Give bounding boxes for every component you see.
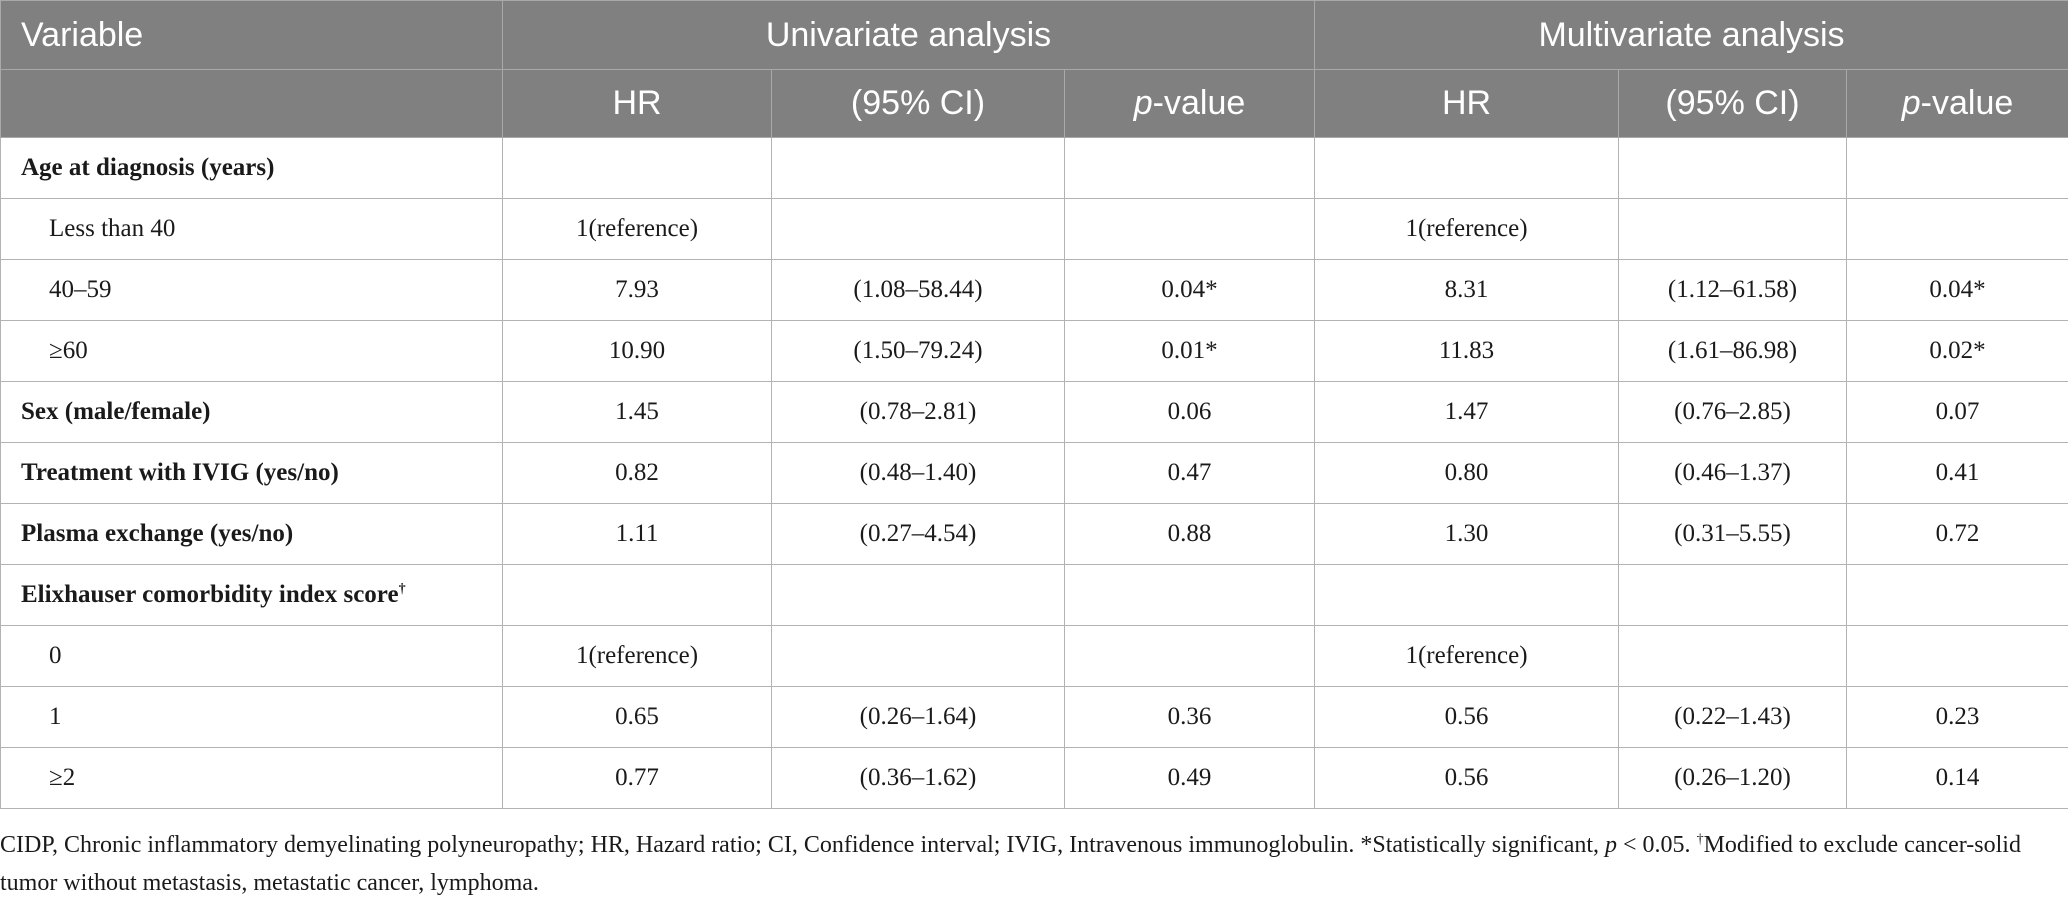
cell-univariate-hr: 0.77	[503, 748, 772, 809]
cell-univariate-p: 0.49	[1065, 748, 1315, 809]
cell-univariate-ci	[772, 138, 1065, 199]
cell-multivariate-hr: 1.47	[1315, 382, 1619, 443]
cell-multivariate-hr: 1.30	[1315, 504, 1619, 565]
header-multivariate: Multivariate analysis	[1315, 1, 2068, 70]
table-header	[1, 1, 2068, 138]
cell-univariate-hr: 0.65	[503, 687, 772, 748]
table-row	[1, 504, 2068, 565]
cell-multivariate-hr: 1(reference)	[1315, 199, 1619, 260]
cell-multivariate-p	[1847, 565, 2068, 626]
table-row	[1, 443, 2068, 504]
cell-variable	[1, 260, 503, 321]
cell-univariate-ci: (0.36–1.62)	[772, 748, 1065, 809]
cell-univariate-hr: 10.90	[503, 321, 772, 382]
cell-multivariate-hr	[1315, 565, 1619, 626]
cell-multivariate-ci: (0.22–1.43)	[1619, 687, 1847, 748]
header-multivariate-ci: (95% CI)	[1619, 70, 1847, 138]
cell-univariate-hr: 0.82	[503, 443, 772, 504]
footnote-text-3: Modified to exclude cancer-solid tumor without metastasis, metastatic cancer, lymphoma.	[0, 832, 2021, 896]
cell-univariate-p	[1065, 138, 1315, 199]
cell-univariate-hr	[503, 138, 772, 199]
cell-multivariate-ci: (0.26–1.20)	[1619, 748, 1847, 809]
cell-univariate-hr: 1(reference)	[503, 626, 772, 687]
cell-variable	[1, 565, 503, 626]
header-univariate-p	[1065, 70, 1315, 138]
cell-variable	[1, 748, 503, 809]
variable-label: Sex (male/female)	[21, 398, 211, 425]
cell-multivariate-hr: 0.80	[1315, 443, 1619, 504]
variable-label: Age at diagnosis (years)	[21, 154, 275, 181]
table-row	[1, 260, 2068, 321]
cell-multivariate-p: 0.07	[1847, 382, 2068, 443]
table-row	[1, 138, 2068, 199]
cell-variable	[1, 321, 503, 382]
cell-univariate-ci: (1.50–79.24)	[772, 321, 1065, 382]
cell-univariate-hr: 1.45	[503, 382, 772, 443]
cell-variable	[1, 443, 503, 504]
header-row-groups	[1, 1, 2068, 70]
cell-univariate-hr	[503, 565, 772, 626]
cell-multivariate-p: 0.02*	[1847, 321, 2068, 382]
cell-univariate-p	[1065, 565, 1315, 626]
cell-multivariate-p	[1847, 138, 2068, 199]
cell-univariate-p: 0.47	[1065, 443, 1315, 504]
cell-multivariate-ci: (0.31–5.55)	[1619, 504, 1847, 565]
cell-multivariate-ci	[1619, 626, 1847, 687]
cell-univariate-ci: (0.26–1.64)	[772, 687, 1065, 748]
variable-label: 1	[49, 703, 62, 730]
cell-univariate-p: 0.06	[1065, 382, 1315, 443]
cell-multivariate-p: 0.04*	[1847, 260, 2068, 321]
cell-multivariate-ci: (1.12–61.58)	[1619, 260, 1847, 321]
header-row-columns	[1, 70, 2068, 138]
p-suffix: -value	[1152, 84, 1246, 122]
cell-variable	[1, 504, 503, 565]
cell-univariate-hr: 1(reference)	[503, 199, 772, 260]
variable-label: Treatment with IVIG (yes/no)	[21, 459, 339, 486]
cell-variable	[1, 382, 503, 443]
table-row	[1, 687, 2068, 748]
p-italic: p	[1133, 84, 1153, 122]
cell-multivariate-hr: 0.56	[1315, 687, 1619, 748]
p-suffix: -value	[1920, 84, 2014, 122]
cell-multivariate-ci	[1619, 565, 1847, 626]
cell-variable	[1, 687, 503, 748]
cell-univariate-ci: (0.27–4.54)	[772, 504, 1065, 565]
cell-multivariate-p: 0.14	[1847, 748, 2068, 809]
variable-label: ≥2	[49, 764, 76, 791]
footnote-p-italic: p	[1605, 832, 1618, 858]
cell-univariate-ci: (0.78–2.81)	[772, 382, 1065, 443]
header-blank	[1, 70, 503, 138]
variable-label: Elixhauser comorbidity index score	[21, 581, 399, 608]
cell-multivariate-p	[1847, 626, 2068, 687]
cell-multivariate-hr: 11.83	[1315, 321, 1619, 382]
cell-univariate-ci: (1.08–58.44)	[772, 260, 1065, 321]
variable-label: Less than 40	[49, 215, 176, 242]
cell-univariate-ci	[772, 199, 1065, 260]
table-row	[1, 565, 2068, 626]
p-italic: p	[1901, 84, 1921, 122]
header-univariate-ci: (95% CI)	[772, 70, 1065, 138]
variable-label: 0	[49, 642, 62, 669]
cell-univariate-p	[1065, 626, 1315, 687]
cell-multivariate-ci	[1619, 138, 1847, 199]
header-multivariate-hr: HR	[1315, 70, 1619, 138]
cell-multivariate-ci: (1.61–86.98)	[1619, 321, 1847, 382]
cell-multivariate-p: 0.72	[1847, 504, 2068, 565]
cell-multivariate-p: 0.23	[1847, 687, 2068, 748]
footnote-text-1: CIDP, Chronic inflammatory demyelinating polyneuropathy; HR, Hazard ratio; CI, Confidence interval; IVIG, Intravenous immunoglobulin. *Statistically significant,	[0, 832, 1606, 858]
cell-variable	[1, 138, 503, 199]
cell-variable	[1, 199, 503, 260]
table-body	[1, 138, 2068, 809]
cell-univariate-p: 0.04*	[1065, 260, 1315, 321]
footnote-dagger: †	[1696, 832, 1704, 847]
table-row	[1, 382, 2068, 443]
cell-multivariate-p: 0.41	[1847, 443, 2068, 504]
cell-multivariate-hr: 8.31	[1315, 260, 1619, 321]
table-row	[1, 626, 2068, 687]
cell-multivariate-ci	[1619, 199, 1847, 260]
variable-label: ≥60	[49, 337, 88, 364]
header-univariate: Univariate analysis	[503, 1, 1315, 70]
table-row	[1, 199, 2068, 260]
cell-univariate-hr: 1.11	[503, 504, 772, 565]
header-variable: Variable	[1, 1, 503, 70]
footnote-text-2: < 0.05.	[1617, 832, 1697, 858]
cell-univariate-p: 0.36	[1065, 687, 1315, 748]
cell-univariate-ci	[772, 626, 1065, 687]
cell-variable	[1, 626, 503, 687]
table-row	[1, 321, 2068, 382]
dagger-mark: †	[398, 581, 406, 597]
cell-multivariate-hr: 0.56	[1315, 748, 1619, 809]
cell-univariate-ci: (0.48–1.40)	[772, 443, 1065, 504]
table-row	[1, 748, 2068, 809]
cell-univariate-hr: 7.93	[503, 260, 772, 321]
cell-multivariate-hr: 1(reference)	[1315, 626, 1619, 687]
cell-univariate-p: 0.01*	[1065, 321, 1315, 382]
variable-label: 40–59	[49, 276, 112, 303]
cell-multivariate-p	[1847, 199, 2068, 260]
cell-univariate-ci	[772, 565, 1065, 626]
cell-multivariate-ci: (0.46–1.37)	[1619, 443, 1847, 504]
table-footnote	[0, 826, 2060, 902]
cell-univariate-p	[1065, 199, 1315, 260]
cell-multivariate-ci: (0.76–2.85)	[1619, 382, 1847, 443]
cell-univariate-p: 0.88	[1065, 504, 1315, 565]
variable-label: Plasma exchange (yes/no)	[21, 520, 294, 547]
header-univariate-hr: HR	[503, 70, 772, 138]
header-multivariate-p	[1847, 70, 2068, 138]
cell-multivariate-hr	[1315, 138, 1619, 199]
